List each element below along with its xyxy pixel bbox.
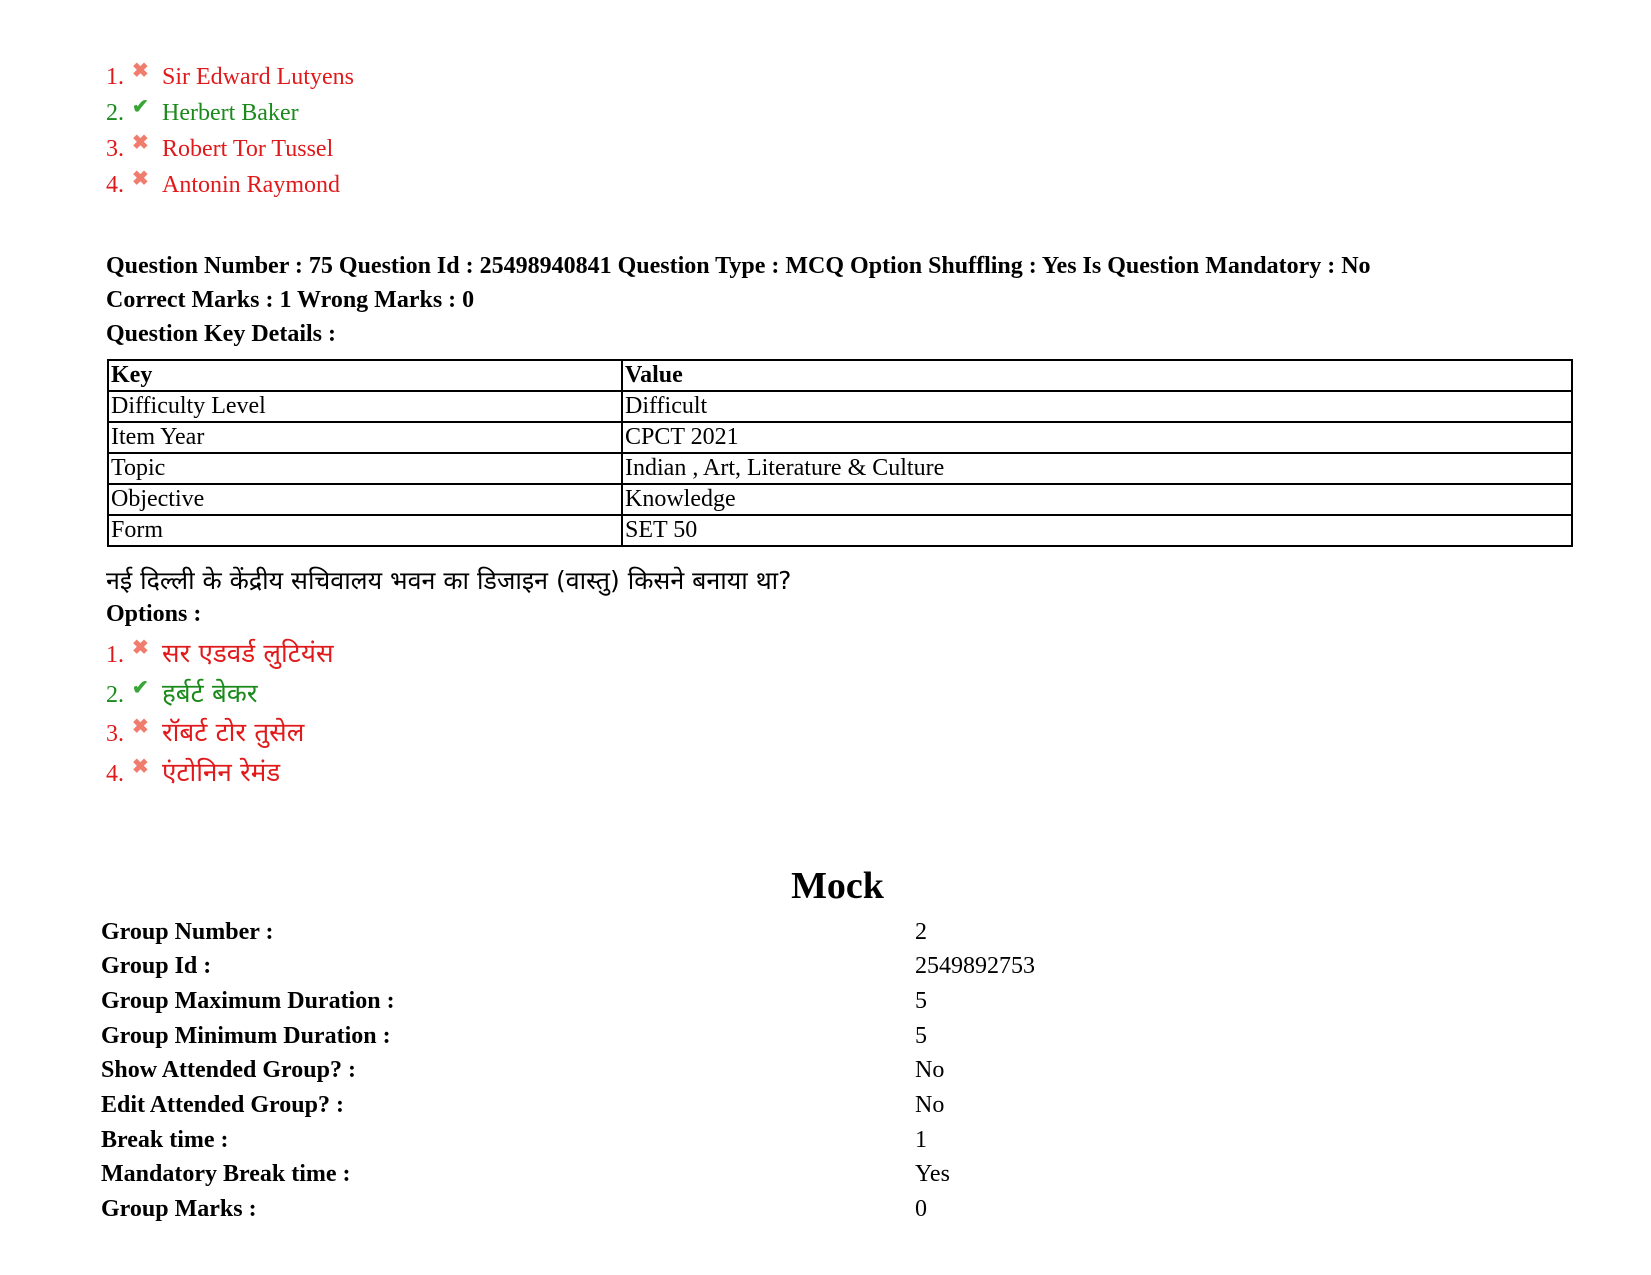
group-label: Show Attended Group? : <box>101 1057 356 1083</box>
option-item <box>106 756 280 790</box>
table-cell-key: Form <box>108 515 622 546</box>
option-text: Antonin Raymond <box>162 172 340 198</box>
option-number: 2. <box>106 682 124 708</box>
option-number: 1. <box>106 642 124 668</box>
option-text: Robert Tor Tussel <box>162 136 334 162</box>
option-number: 3. <box>106 136 124 162</box>
cross-icon: ✖ <box>132 716 149 738</box>
group-value: 1 <box>915 1127 927 1153</box>
option-item <box>106 637 334 671</box>
group-row <box>101 949 1501 983</box>
check-icon: ✔ <box>132 96 149 118</box>
group-value: No <box>915 1057 945 1083</box>
option-item <box>106 60 354 94</box>
table-row <box>108 453 1572 484</box>
options-label: Options : <box>106 601 202 627</box>
option-item <box>106 716 304 750</box>
group-value: Yes <box>915 1161 950 1187</box>
group-label: Group Marks : <box>101 1196 257 1222</box>
option-text: रॉबर्ट टोर तुसेल <box>162 718 305 748</box>
table-cell-value: Indian , Art, Literature & Culture <box>622 453 1572 484</box>
key-details-table <box>107 359 1573 547</box>
table-cell-value: SET 50 <box>622 515 1572 546</box>
table-cell-key: Topic <box>108 453 622 484</box>
group-row <box>101 984 1501 1018</box>
group-value: 2549892753 <box>915 953 1035 979</box>
cross-icon: ✖ <box>132 132 149 154</box>
marks-line: Correct Marks : 1 Wrong Marks : 0 <box>106 287 475 313</box>
question-header: Question Number : 75 Question Id : 25498940841 Question Type : MCQ Option Shuffling : Yes Is Question Mandatory : No <box>106 253 1371 279</box>
option-text: सर एडवर्ड लुटियंस <box>162 639 334 669</box>
group-label: Mandatory Break time : <box>101 1161 351 1187</box>
cross-icon: ✖ <box>132 637 149 659</box>
group-row <box>101 1192 1501 1226</box>
option-text: Herbert Baker <box>162 100 299 126</box>
group-row <box>101 1157 1501 1191</box>
option-text: हर्बर्ट बेकर <box>162 679 258 709</box>
table-cell-value: CPCT 2021 <box>622 422 1572 453</box>
table-header-row <box>108 360 1572 391</box>
table-header-value: Value <box>622 360 1572 391</box>
group-row <box>101 915 1501 949</box>
table-cell-key: Difficulty Level <box>108 391 622 422</box>
cross-icon: ✖ <box>132 60 149 82</box>
option-number: 1. <box>106 64 124 90</box>
option-text: Sir Edward Lutyens <box>162 64 354 90</box>
table-cell-key: Objective <box>108 484 622 515</box>
group-row <box>101 1019 1501 1053</box>
group-label: Break time : <box>101 1127 229 1153</box>
group-value: 5 <box>915 988 927 1014</box>
group-value: 0 <box>915 1196 927 1222</box>
group-label: Group Number : <box>101 919 274 945</box>
table-cell-key: Item Year <box>108 422 622 453</box>
option-item <box>106 132 333 166</box>
group-label: Group Id : <box>101 953 212 979</box>
section-title: Mock <box>791 865 884 907</box>
question-text: नई दिल्ली के केंद्रीय सचिवालय भवन का डिजाइन (वास्तु) किसने बनाया था? <box>106 566 792 595</box>
option-number: 3. <box>106 721 124 747</box>
group-row <box>101 1088 1501 1122</box>
group-row <box>101 1053 1501 1087</box>
option-number: 4. <box>106 761 124 787</box>
option-number: 4. <box>106 172 124 198</box>
table-cell-value: Knowledge <box>622 484 1572 515</box>
group-label: Edit Attended Group? : <box>101 1092 344 1118</box>
table-header-key: Key <box>108 360 622 391</box>
group-value: 2 <box>915 919 927 945</box>
group-value: 5 <box>915 1023 927 1049</box>
option-item <box>106 168 340 202</box>
option-number: 2. <box>106 100 124 126</box>
option-item <box>106 677 257 711</box>
table-row <box>108 515 1572 546</box>
group-row <box>101 1123 1501 1157</box>
cross-icon: ✖ <box>132 168 149 190</box>
table-row <box>108 484 1572 515</box>
table-row <box>108 422 1572 453</box>
group-label: Group Maximum Duration : <box>101 988 395 1014</box>
option-text: एंटोनिन रेमंड <box>162 758 281 788</box>
option-item <box>106 96 299 130</box>
table-row <box>108 391 1572 422</box>
key-details-label: Question Key Details : <box>106 321 336 347</box>
table-cell-value: Difficult <box>622 391 1572 422</box>
group-value: No <box>915 1092 945 1118</box>
group-label: Group Minimum Duration : <box>101 1023 391 1049</box>
cross-icon: ✖ <box>132 756 149 778</box>
check-icon: ✔ <box>132 677 149 699</box>
